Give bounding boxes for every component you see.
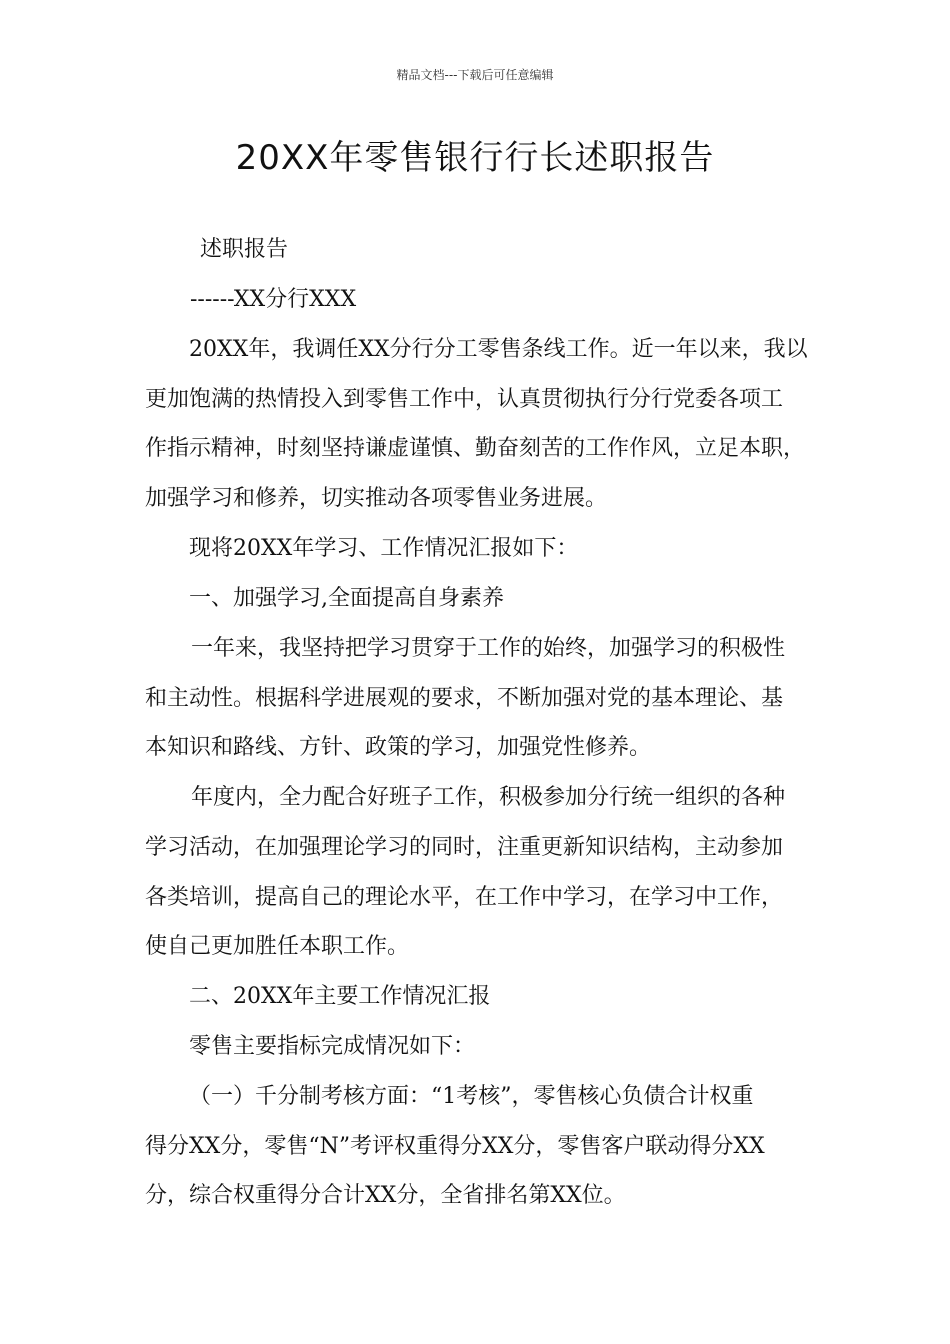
body-line: 二、20XX年主要工作情况汇报 [189, 984, 491, 1009]
body-line: 20XX年，我调任XX分行分工零售条线工作。近一年以来，我以 [189, 337, 808, 362]
document-title: 20XX年零售银行行长述职报告 [235, 138, 715, 178]
body-line: 年度内，全力配合好班子工作，积极参加分行统一组织的各种 [191, 785, 786, 810]
body-line: 加强学习和修养，切实推动各项零售业务进展。 [145, 486, 608, 511]
body-line: 得分XX分，零售“N”考评权重得分XX分，零售客户联动得分XX [145, 1134, 765, 1159]
body-line: 学习活动，在加强理论学习的同时，注重更新知识结构，主动参加 [145, 835, 784, 860]
body-line: 和主动性。根据科学进展观的要求，不断加强对党的基本理论、基 [145, 686, 784, 711]
body-line: 分，综合权重得分合计XX分，全省排名第XX位。 [145, 1183, 626, 1208]
body-line: 各类培训，提高自己的理论水平，在工作中学习，在学习中工作， [145, 885, 784, 910]
body-line: 现将20XX年学习、工作情况汇报如下： [189, 536, 579, 561]
page-header: 精品文档---下载后可任意编辑 [396, 68, 554, 82]
body-line: 更加饱满的热情投入到零售工作中，认真贯彻执行分行党委各项工 [145, 387, 784, 412]
body-line: 述职报告 [200, 237, 289, 262]
body-line: 一年来，我坚持把学习贯穿于工作的始终，加强学习的积极性 [191, 636, 786, 661]
body-line: 作指示精神，时刻坚持谦虚谨慎、勤奋刻苦的工作作风，立足本职， [145, 436, 806, 461]
body-line: ------XX分行XXX [190, 287, 357, 312]
body-line: 本知识和路线、方针、政策的学习，加强党性修养。 [145, 735, 652, 760]
body-line: 一、加强学习,全面提高自身素养 [189, 586, 504, 611]
body-line: （一）千分制考核方面：“1考核”，零售核心负债合计权重 [189, 1084, 754, 1109]
body-line: 使自己更加胜任本职工作。 [145, 934, 410, 959]
body-line: 零售主要指标完成情况如下： [189, 1034, 476, 1059]
